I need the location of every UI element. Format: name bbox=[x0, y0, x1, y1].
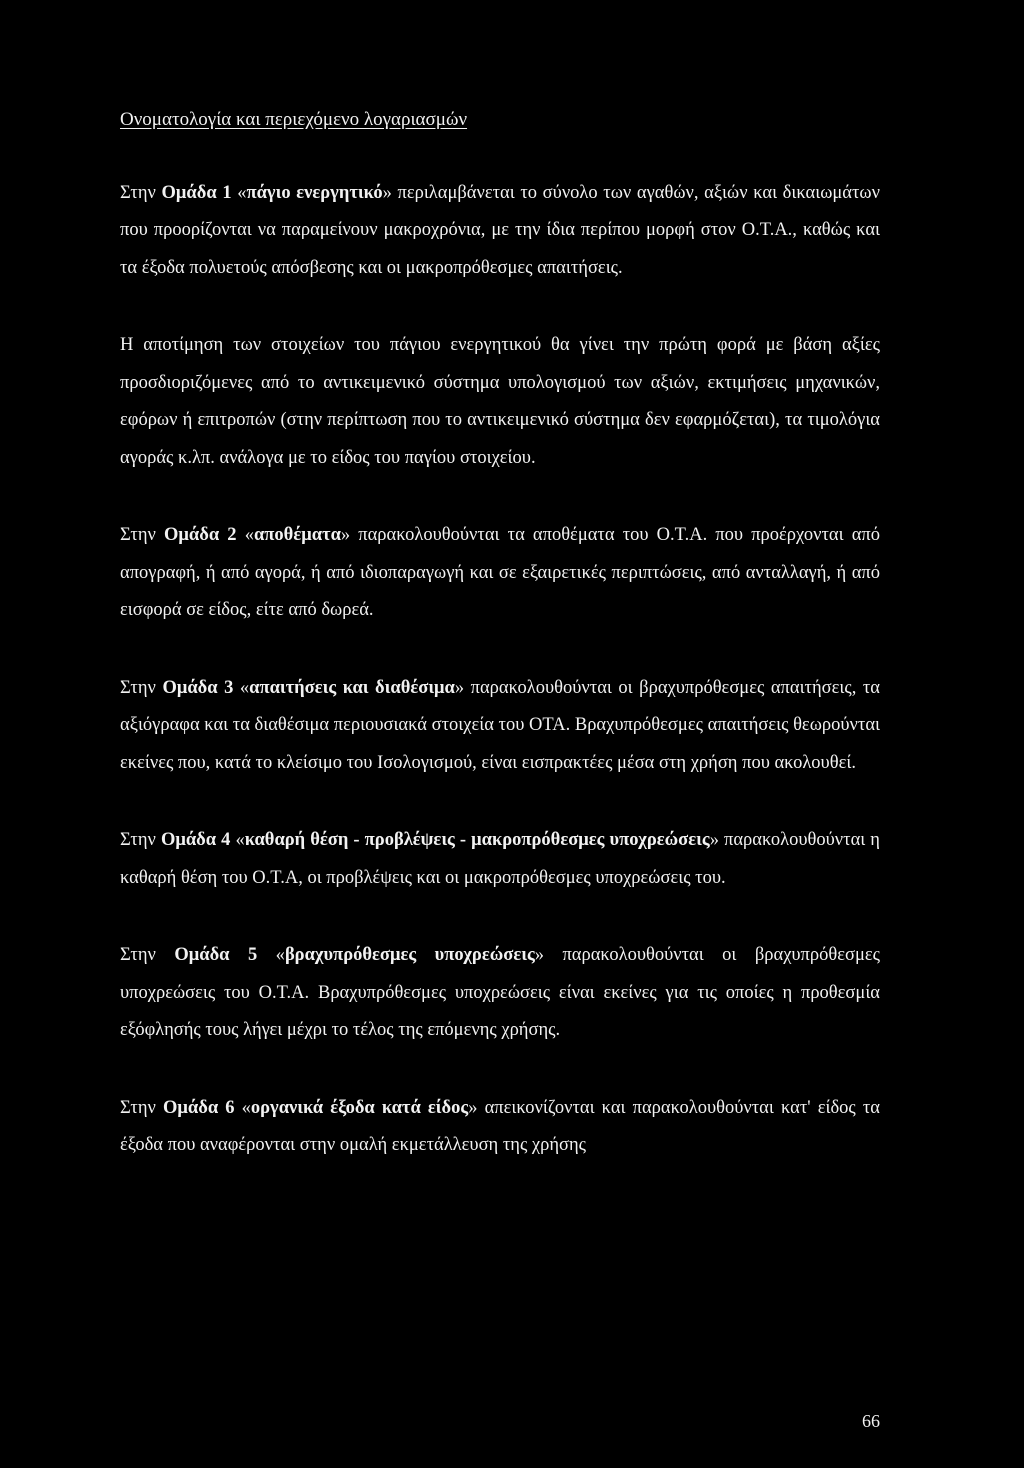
paragraph-group-2 bbox=[120, 517, 880, 630]
group-title: απαιτήσεις και διαθέσιμα bbox=[249, 677, 455, 698]
group-title: αποθέματα bbox=[253, 525, 341, 546]
group-title: καθαρή θέση - προβλέψεις - μακροπρόθεσμες υποχρεώσεις bbox=[244, 830, 710, 851]
text-run: » παρακολουθούνται οι βραχυπρόθεσμες απαιτήσεις, τα αξιόγραφα και τα διαθέσιμα περιουσιακά στοιχεία του ΟΤΑ. Βραχυπρόθεσμες απαιτήσεις θεωρούνται εκείνες που, κατά το κλείσιμο του Ισολογισμού, είναι εισπρακτέες μέσα στη χρήση που ακολουθεί. bbox=[120, 677, 880, 773]
group-title: πάγιο ενεργητικό bbox=[246, 182, 383, 203]
text-run: » παρακολουθούνται τα αποθέματα του Ο.Τ.Α. που προέρχονται από απογραφή, ή από αγορά, ή από ιδιοπαραγωγή και σε εξαιρετικές περιπτώσεις, από ανταλλαγή, ή από εισφορά σε είδος, είτε από δωρεά. bbox=[120, 525, 880, 621]
group-title: οργανικά έξοδα κατά είδος bbox=[250, 1097, 469, 1118]
text-run: Στην bbox=[120, 830, 161, 851]
text-run: « bbox=[233, 677, 250, 698]
paragraph-group-4 bbox=[120, 822, 880, 897]
paragraph-valuation: Η αποτίμηση των στοιχείων του πάγιου ενεργητικού θα γίνει την πρώτη φορά με βάση αξίες προσδιοριζόμενες από το αντικειμενικό σύστημα υπολογισμού των αξιών, εκτιμήσεις μηχανικών, εφόρων ή επιτροπών (στην περίπτωση που το αντικειμενικό σύστημα δεν εφαρμόζεται), τα τιμολόγια αγοράς κ.λπ. ανάλογα με το είδος του παγίου στοιχείου. bbox=[120, 335, 880, 468]
text-run: Στην bbox=[120, 525, 165, 546]
text-run: « bbox=[236, 525, 254, 546]
text-run: « bbox=[234, 1097, 251, 1118]
group-label: Ομάδα 5 bbox=[174, 945, 258, 966]
group-label: Ομάδα 3 bbox=[162, 677, 234, 698]
text-run: » απεικονίζονται και παρακολουθούνται κατ' είδος τα έξοδα που αναφέρονται στην ομαλή εκμετάλλευση της χρήσης bbox=[120, 1097, 880, 1156]
paragraph-group-3 bbox=[120, 670, 880, 783]
text-run: Στην bbox=[120, 182, 162, 203]
text-run: Στην bbox=[120, 945, 175, 966]
document-page bbox=[120, 108, 880, 1205]
text-run: » παρακολουθούνται η καθαρή θέση του Ο.Τ.Α, οι προβλέψεις και οι μακροπρόθεσμες υποχρεώσεις του. bbox=[120, 830, 880, 888]
paragraph-group-1 bbox=[120, 175, 880, 288]
group-title: βραχυπρόθεσμες υποχρεώσεις bbox=[284, 945, 535, 966]
group-label: Ομάδα 4 bbox=[160, 830, 231, 851]
text-run: « bbox=[230, 830, 245, 851]
text-run: « bbox=[231, 182, 247, 203]
section-heading: Ονοματολογία και περιεχόμενο λογαριασμών bbox=[120, 109, 468, 130]
text-run: Στην bbox=[120, 1097, 164, 1118]
page-number: 66 bbox=[862, 1411, 880, 1431]
paragraph-group-6 bbox=[120, 1090, 880, 1165]
text-run: Στην bbox=[120, 677, 163, 698]
group-label: Ομάδα 1 bbox=[161, 182, 232, 203]
group-label: Ομάδα 6 bbox=[163, 1097, 235, 1118]
group-label: Ομάδα 2 bbox=[164, 525, 237, 546]
text-run: » περιλαμβάνεται το σύνολο των αγαθών, αξιών και δικαιωμάτων που προορίζονται να παραμείνουν μακροχρόνια, με την ίδια περίπου μορφή στον Ο.Τ.Α., καθώς και τα έξοδα πολυετούς απόσβεσης και οι μακροπρόθεσμες απαιτήσεις. bbox=[120, 182, 880, 278]
text-run: « bbox=[257, 945, 285, 966]
text-run: » παρακολουθούνται οι βραχυπρόθεσμες υποχρεώσεις του Ο.Τ.Α. Βραχυπρόθεσμες υποχρεώσεις είναι εκείνες για τις οποίες η προθεσμία εξόφλησής τους λήγει μέχρι το τέλος της επόμενης χρήσης. bbox=[120, 945, 880, 1041]
paragraph-group-5 bbox=[120, 937, 880, 1050]
